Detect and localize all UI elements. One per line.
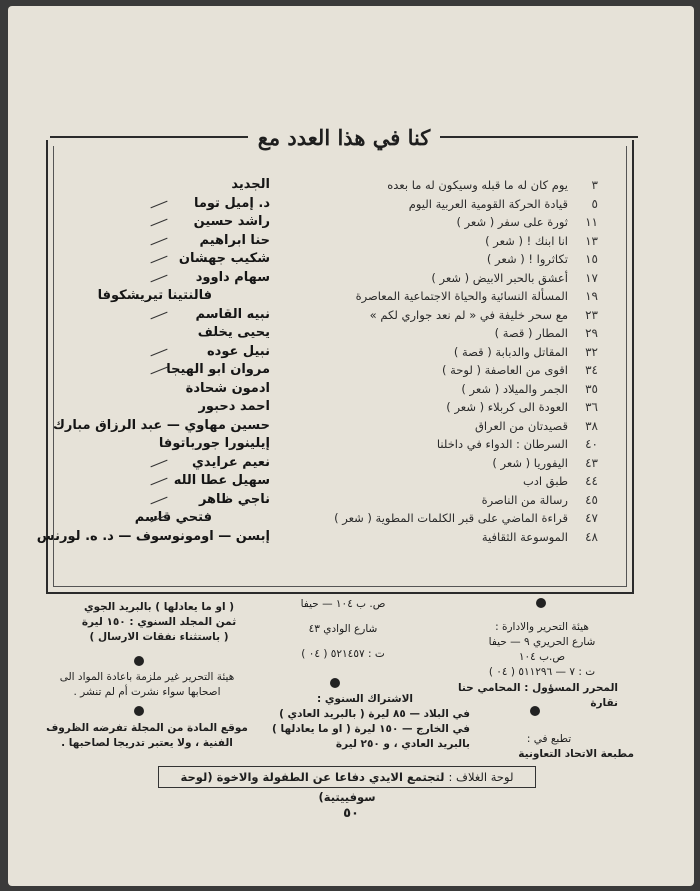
position-line-2: الفنية ، ولا يعتبر تدريجا لصاحبها . [61, 737, 233, 749]
toc-page-number: ١١ [585, 215, 598, 229]
airmail-line-3: ( باستثناء نفقات الارسال ) [89, 631, 229, 643]
subscription-info [260, 692, 470, 752]
editorial-info [452, 620, 632, 680]
toc-author: إبسن — اومونوسوف — د. ه. لورنس [36, 528, 270, 544]
toc-author: حسين مهاوي — عبد الرزاق مبارك [52, 417, 270, 433]
toc-page-number: ٤٤ [585, 474, 598, 488]
position-note [42, 721, 252, 751]
check-mark-icon [150, 348, 167, 356]
policy-note [42, 670, 252, 700]
printer-info [464, 732, 634, 762]
check-mark-icon [150, 274, 167, 282]
toc-row [48, 250, 632, 269]
toc-row [48, 195, 632, 214]
toc-author: مروان ابو الهيجا [166, 362, 270, 377]
toc-article-title: المسألة النسائية والحياة الاجتماعية المعاصرة [355, 289, 568, 303]
toc-page-number: ١٣ [585, 233, 598, 248]
toc-article-title: المطار ( قصة ) [494, 326, 568, 340]
subscription-title: الاشتراك السنوي : [316, 693, 413, 705]
toc-article-title: قيادة الحركة القومية العربية اليوم [408, 196, 568, 211]
printer-name: مطبعة الاتحاد التعاونية [518, 748, 634, 760]
toc-author: راشد حسين [193, 214, 270, 229]
toc-author: سهيل عطا الله [173, 473, 270, 488]
check-mark-icon [150, 256, 167, 264]
check-mark-icon [150, 496, 167, 504]
airmail-line-2: ثمن المجلد السنوي : ١٥٠ ليرة [81, 616, 237, 628]
toc-row [48, 324, 632, 343]
toc-row [48, 232, 632, 251]
editorial-title: هيئة التحرير والادارة : [495, 621, 589, 633]
policy-line-2: اصحابها سواء نشرت أم لم تنشر . [73, 686, 221, 698]
cover-caption [158, 766, 536, 804]
check-mark-icon [150, 219, 167, 227]
toc-author: نبيل عوده [206, 343, 270, 359]
toc-article-title: مع سحر خليفة في « لم نعد جواري لكم » [369, 307, 568, 322]
toc-article-title: اليفوريا ( شعر ) [492, 455, 568, 470]
bullet-dot [536, 598, 546, 608]
toc-author: الجديد [231, 177, 270, 192]
toc-list [36, 176, 632, 546]
toc-page-number: ٣٦ [585, 400, 598, 414]
check-mark-icon [150, 515, 167, 523]
toc-article-title: اقوى من العاصفة ( لوحة ) [441, 363, 568, 377]
toc-row [48, 269, 632, 288]
toc-page-number: ٣ [591, 178, 598, 192]
bullet-dot [134, 706, 144, 716]
check-mark-icon [150, 237, 167, 245]
check-mark-icon [150, 367, 167, 375]
toc-row [48, 417, 632, 436]
responsible-editor: المحرر المسؤول : المحامي حنا نقارة [457, 682, 618, 709]
toc-article-title: قصيدتان من العراق [474, 418, 568, 433]
toc-row [48, 287, 632, 306]
toc-page-number: ٤٣ [585, 455, 598, 470]
toc-author: ناجي ظاهر [198, 491, 270, 507]
check-mark-icon [150, 311, 167, 319]
pobox-haifa: ص. ب ١٠٤ — حيفا [300, 598, 386, 610]
header-rule-right [440, 136, 638, 138]
toc-author: فالنتينا تيريشكوفا [97, 288, 212, 303]
wadi-street: شارع الوادي ٤٣ [308, 623, 378, 635]
editorial-street: شارع الحريري ٩ — حيفا [488, 636, 596, 648]
toc-author: حنا ابراهيم [199, 232, 270, 248]
toc-row [48, 509, 632, 528]
toc-author: ادمون شحادة [185, 380, 270, 396]
toc-article-title: الجمر والميلاد ( شعر ) [461, 381, 568, 396]
subscription-abroad-2: بالبريد العادي ، و ٢٥٠ ليرة [335, 738, 470, 750]
toc-page-number: ١٧ [585, 270, 598, 285]
toc-author: د. إميل توما [193, 195, 270, 211]
toc-article-title: يوم كان له ما قبله وسيكون له ما بعده [387, 178, 568, 192]
check-mark-icon [150, 200, 167, 208]
toc-author: سهام داوود [195, 269, 270, 285]
toc-author: إيلينورا جورباتوفا [158, 436, 270, 451]
subscription-local: في البلاد — ٨٥ ليرة ( بالبريد العادي ) [279, 708, 470, 720]
toc-author: نعيم عرايدي [192, 454, 270, 470]
bullet-dot [134, 656, 144, 666]
toc-page-number: ٣٤ [585, 363, 598, 377]
toc-row [48, 435, 632, 454]
toc-article-title: تكاثروا ! ( شعر ) [486, 252, 568, 266]
toc-row [48, 213, 632, 232]
airmail-line-1: ( او ما يعادلها ) بالبريد الجوي [83, 601, 235, 613]
toc-row [48, 380, 632, 399]
toc-row [48, 343, 632, 362]
toc-article-title: الموسوعة الثقافية [481, 529, 568, 544]
toc-article-title: المقاتل والدبابة ( قصة ) [453, 344, 568, 359]
toc-row [48, 454, 632, 473]
toc-page-number: ٢٩ [585, 326, 598, 340]
editorial-phone: ت : ٧ — ٥١١٢٩٦ ( ٠٤ ) [488, 666, 596, 678]
check-mark-icon [150, 459, 167, 467]
toc-page-number: ١٥ [585, 252, 598, 266]
magazine-page [8, 6, 694, 886]
toc-row [48, 491, 632, 510]
toc-author: شكيب جهشان [178, 251, 270, 266]
toc-author: يحيى يخلف [197, 325, 270, 340]
airmail-info [74, 600, 244, 645]
toc-row [48, 472, 632, 491]
toc-article-title: رسالة من الناصرة [481, 492, 568, 507]
toc-row [48, 176, 632, 195]
toc-page-number: ٤٧ [585, 511, 598, 525]
toc-row [48, 306, 632, 325]
toc-page-number: ٤٠ [585, 437, 598, 451]
check-mark-icon [150, 478, 167, 486]
toc-page-number: ٥ [591, 196, 598, 211]
toc-article-title: أعشق بالحبر الابيض ( شعر ) [431, 270, 568, 285]
toc-frame [36, 140, 634, 594]
toc-article-title: قراءة الماضي على قبر الكلمات المطوية ( شعر ) [334, 511, 568, 525]
toc-title: كنا في هذا العدد مع [257, 124, 431, 150]
toc-article-title: انا ابنك ! ( شعر ) [485, 233, 568, 248]
toc-article-title: طبق ادب [522, 474, 568, 488]
toc-article-title: العودة الى كربلاء ( شعر ) [446, 400, 568, 414]
toc-author: نبيه القاسم [195, 306, 270, 322]
printed-label: تطبع في : [526, 733, 572, 745]
position-line-1: موقع المادة من المجلة تفرضه الظروف [46, 722, 248, 734]
toc-article-title: ثورة على سفر ( شعر ) [456, 215, 568, 229]
editorial-pobox: ص.ب ١٠٤ [518, 651, 566, 663]
toc-article-title: السرطان : الدواء في داخلنا [436, 437, 568, 451]
toc-row [36, 528, 632, 547]
phone-2: ت : ٥٢١٤٥٧ ( ٠٤ ) [301, 648, 385, 660]
bullet-dot [330, 678, 340, 688]
toc-page-number: ١٩ [585, 289, 598, 303]
bullet-dot [530, 706, 540, 716]
cover-text: لتجتمع الايدي دفاعا عن الطفولة والاخوة (لوحة سوفييتية) [180, 770, 445, 804]
toc-author: احمد دحبور [198, 399, 270, 414]
cover-label: لوحة الغلاف : [448, 770, 514, 784]
toc-page-number: ٢٣ [585, 307, 598, 322]
subscription-abroad: في الخارج — ١٥٠ ليرة ( او ما يعادلها ) [272, 723, 470, 735]
policy-line-1: هيئة التحرير غير ملزمة باعادة المواد الى [59, 671, 235, 683]
toc-row [48, 398, 632, 417]
toc-page-number: ٣٢ [585, 344, 598, 359]
toc-page-number: ٤٨ [585, 529, 598, 544]
toc-row [48, 361, 632, 380]
header-rule-left [50, 136, 248, 138]
page-number: ٥٠ [343, 806, 359, 821]
toc-page-number: ٣٥ [585, 381, 598, 396]
toc-author: فتحي قاسم [134, 510, 212, 525]
address-info [258, 597, 428, 662]
toc-page-number: ٣٨ [585, 418, 598, 433]
toc-page-number: ٤٥ [585, 492, 598, 507]
